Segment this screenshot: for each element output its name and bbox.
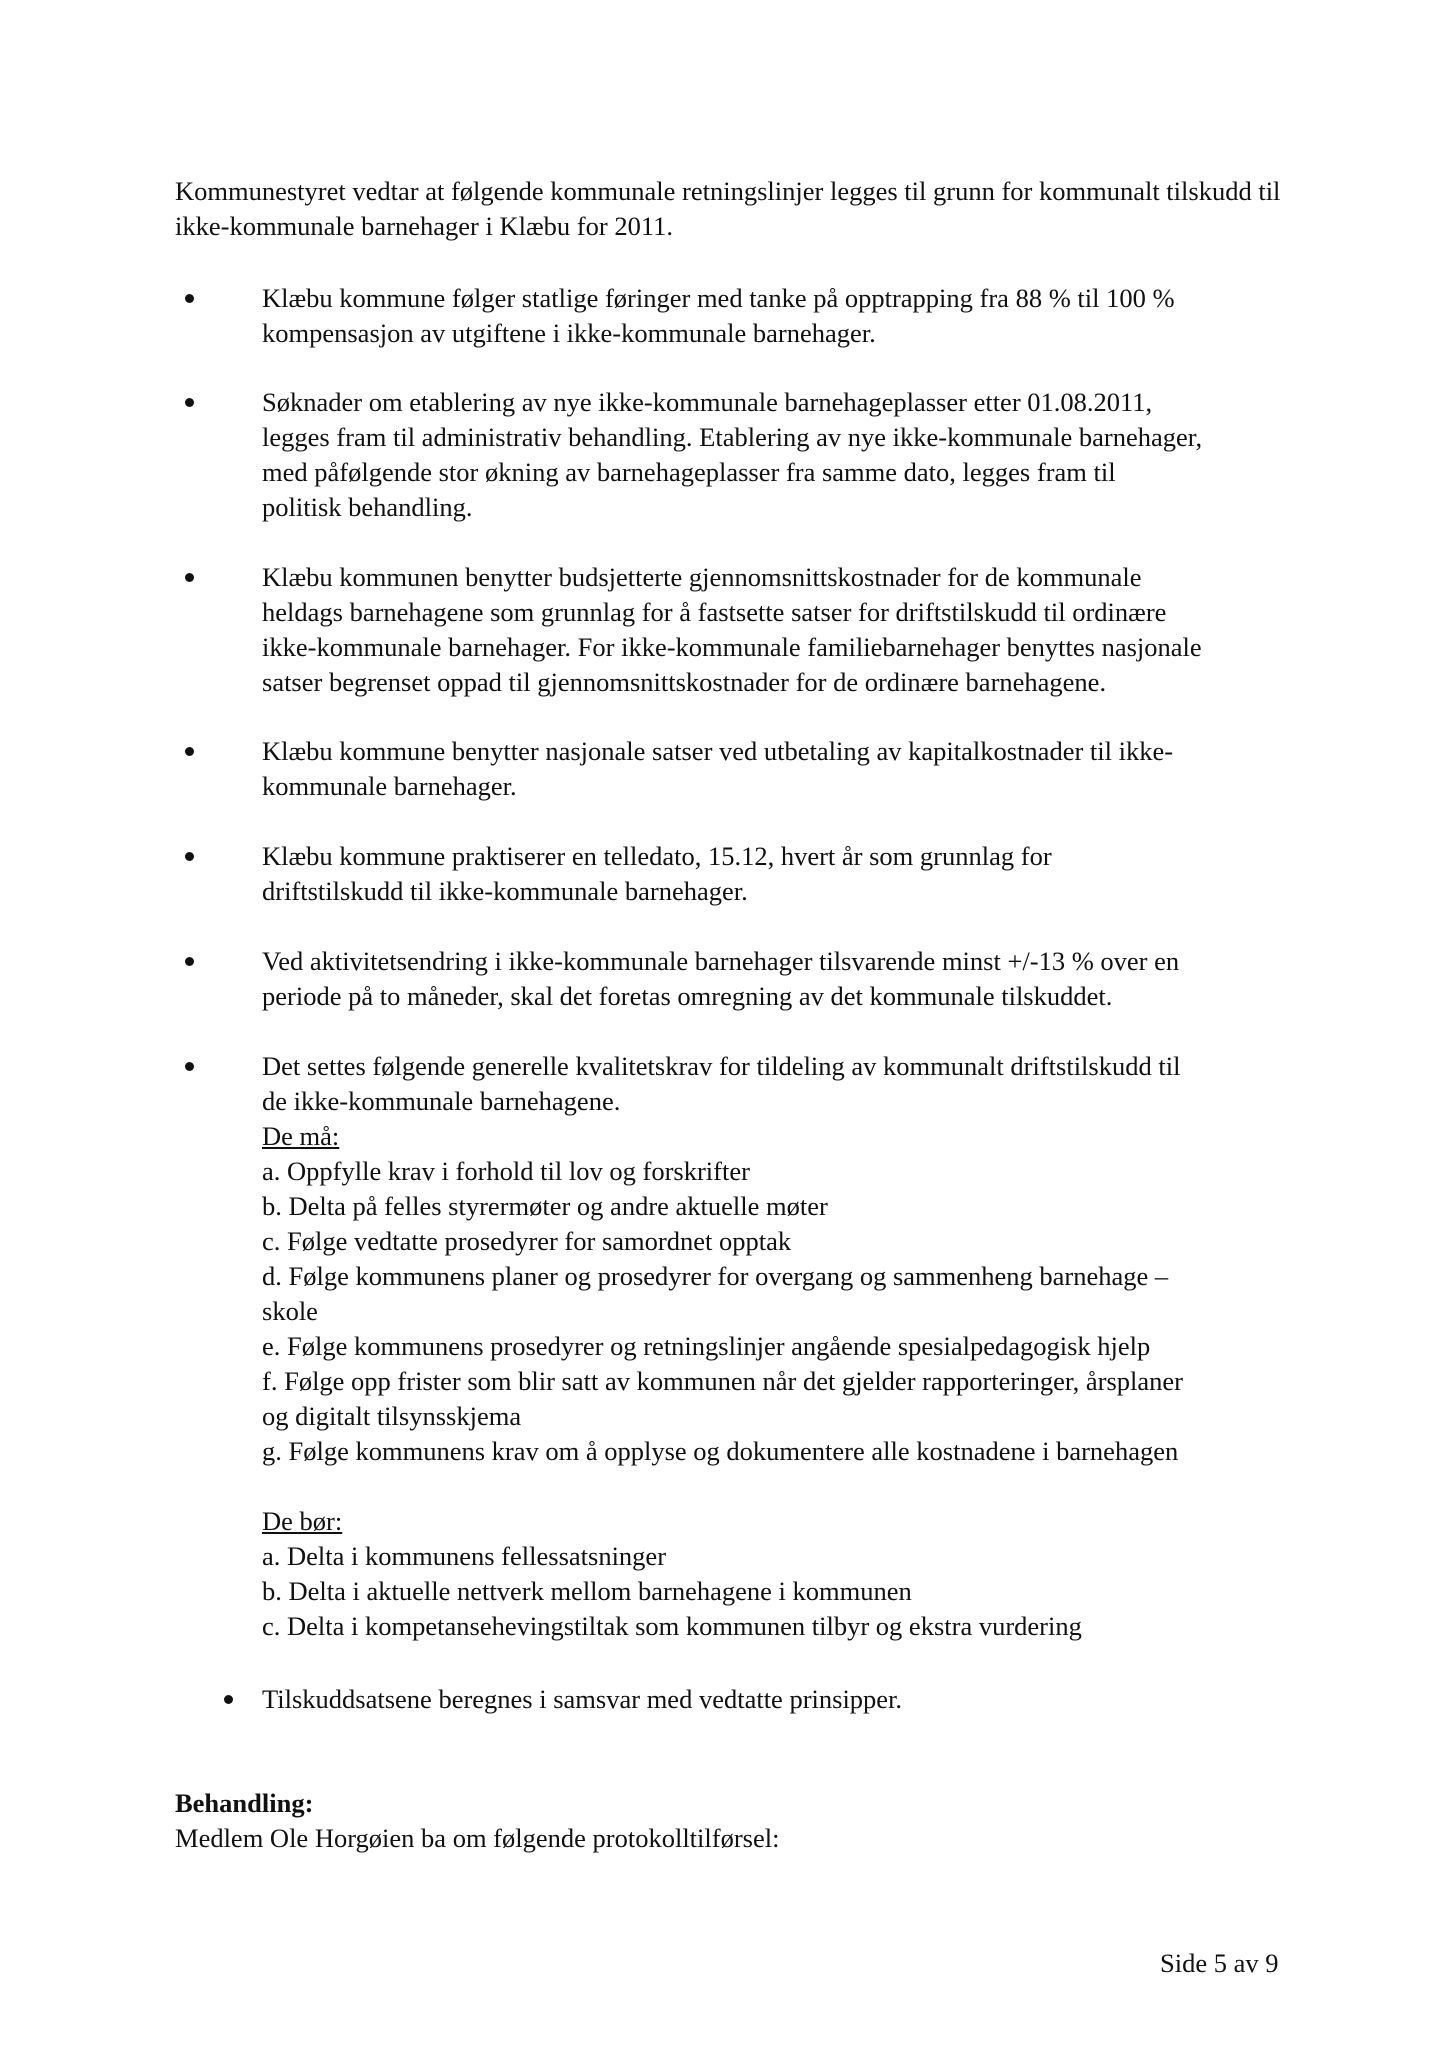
- list-item-line: Klæbu kommune benytter nasjonale satser ved utbetaling av kapitalkostnader til ikke-: [262, 736, 1174, 766]
- should-item: c. Delta i kompetansehevingstiltak som kommunen tilbyr og ekstra vurdering: [262, 1611, 1082, 1641]
- bullet-icon: [185, 1062, 194, 1071]
- list-item-line: ikke-kommunale barnehager. For ikke-kommunale familiebarnehager benyttes nasjonale: [262, 632, 1202, 662]
- list-item-quality-requirements: [175, 1049, 1305, 1644]
- intro-paragraph: Kommunestyret vedtar at følgende kommunale retningslinjer legges til grunn for kommunalt tilskudd til ikke-kommunale barnehager i Klæbu for 2011.: [175, 176, 1281, 241]
- must-item: f. Følge opp frister som blir satt av kommunen når det gjelder rapporteringer, årsplaner: [262, 1366, 1184, 1396]
- list-item: [175, 281, 1305, 351]
- list-item-line: kompensasjon av utgiftene i ikke-kommunale barnehager.: [262, 318, 876, 348]
- must-heading: De må:: [262, 1121, 340, 1151]
- list-item-line: periode på to måneder, skal det foretas omregning av det kommunale tilskuddet.: [262, 981, 1113, 1011]
- list-item-line: de ikke-kommunale barnehagene.: [262, 1086, 621, 1116]
- list-item-line: Klæbu kommune følger statlige føringer med tanke på opptrapping fra 88 % til 100 %: [262, 283, 1175, 313]
- list-item: [175, 839, 1305, 909]
- list-item-line: Klæbu kommunen benytter budsjetterte gjennomsnittskostnader for de kommunale: [262, 562, 1142, 592]
- list-item-line: Klæbu kommune praktiserer en telledato, 15.12, hvert år som grunnlag for: [262, 841, 1052, 871]
- spacer: [262, 1469, 1302, 1504]
- page-number: Side 5 av 9: [1160, 1948, 1279, 1978]
- list-item: [175, 385, 1305, 525]
- must-item: g. Følge kommunens krav om å opplyse og dokumentere alle kostnadene i barnehagen: [262, 1436, 1179, 1466]
- should-item: b. Delta i aktuelle nettverk mellom barnehagene i kommunen: [262, 1576, 912, 1606]
- list-item-line: heldags barnehagene som grunnlag for å fastsette satser for driftstilskudd til ordinære: [262, 597, 1167, 627]
- must-item: e. Følge kommunens prosedyrer og retningslinjer angående spesialpedagogisk hjelp: [262, 1331, 1151, 1361]
- list-item-line: Ved aktivitetsendring i ikke-kommunale barnehager tilsvarende minst +/-13 % over en: [262, 946, 1180, 976]
- list-item-line: med påfølgende stor økning av barnehageplasser fra samme dato, legges fram til: [262, 457, 1116, 487]
- bullet-icon: [185, 294, 194, 303]
- section-heading: Behandling:: [175, 1788, 314, 1818]
- bullet-icon: [185, 398, 194, 407]
- list-item-line: legges fram til administrativ behandling. Etablering av nye ikke-kommunale barnehager,: [262, 422, 1203, 452]
- list-item: [175, 560, 1305, 700]
- bullet-icon: [185, 957, 194, 966]
- bullet-icon: [185, 573, 194, 582]
- bullet-icon: [224, 1695, 233, 1704]
- list-item-line: politisk behandling.: [262, 492, 473, 522]
- list-item: [175, 734, 1305, 804]
- must-item: a. Oppfylle krav i forhold til lov og forskrifter: [262, 1156, 750, 1186]
- list-item-line: driftstilskudd til ikke-kommunale barnehager.: [262, 876, 748, 906]
- bullet-icon: [185, 747, 194, 756]
- list-item: [175, 1682, 1305, 1717]
- list-item-line: kommunale barnehager.: [262, 771, 517, 801]
- must-item: d. Følge kommunens planer og prosedyrer for overgang og sammenheng barnehage –: [262, 1261, 1169, 1291]
- must-item: skole: [262, 1296, 318, 1326]
- bullet-icon: [185, 852, 194, 861]
- list-item-line: satser begrenset oppad til gjennomsnittskostnader for de ordinære barnehagene.: [262, 667, 1107, 697]
- list-item-line: Tilskuddsatsene beregnes i samsvar med vedtatte prinsipper.: [262, 1684, 903, 1714]
- should-heading: De bør:: [262, 1506, 343, 1536]
- should-item: a. Delta i kommunens fellessatsninger: [262, 1541, 667, 1571]
- list-item-line: Det settes følgende generelle kvalitetskrav for tildeling av kommunalt driftstilskudd til: [262, 1051, 1181, 1081]
- list-item: [175, 944, 1305, 1014]
- must-item: og digitalt tilsynsskjema: [262, 1401, 522, 1431]
- list-item-line: Søknader om etablering av nye ikke-kommunale barnehageplasser etter 01.08.2011,: [262, 387, 1153, 417]
- must-item: b. Delta på felles styrermøter og andre aktuelle møter: [262, 1191, 828, 1221]
- section-text: Medlem Ole Horgøien ba om følgende protokolltilførsel:: [175, 1823, 780, 1853]
- must-item: c. Følge vedtatte prosedyrer for samordnet opptak: [262, 1226, 792, 1256]
